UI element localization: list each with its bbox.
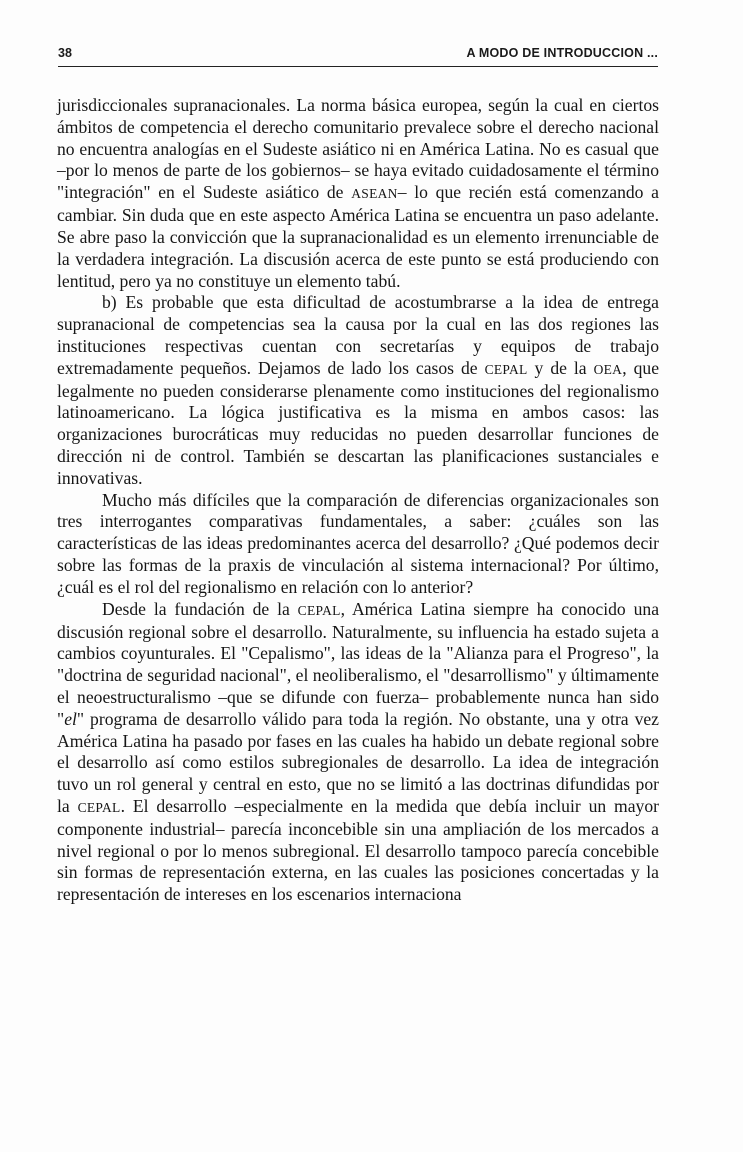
emphasis: el — [64, 708, 77, 729]
acronym: CEPAL — [77, 800, 121, 815]
acronym: CEPAL — [484, 361, 528, 377]
running-header-title: A MODO DE INTRODUCCION ... — [466, 46, 658, 60]
page-number: 38 — [58, 46, 72, 60]
acronym: CEPAL — [297, 602, 341, 618]
text-run: y de la — [527, 357, 594, 378]
text-run: . El desarrollo –especialmente en la medida que debía incluir un mayor componente industrial– parecía inconcebible sin una ampliación de los mercados a nivel regional o por lo menos subregional. El desarrollo tampoco parecía concebible sin formas de representación externa, en las cuales las posiciones concertadas y la representación de intereses en los escenarios internaciona — [57, 796, 659, 905]
text-run: Mucho más difíciles que la comparación de diferencias organizacionales son tres interrogantes comparativas fundamentales, a saber: ¿cuáles son las características de las ideas predominantes acerca del desarrollo? ¿Qué podemos decir sobre las formas de la praxis de vinculación al sistema internacional? Por último, ¿cuál es el rol del regionalismo en relación con lo anterior? — [57, 489, 659, 597]
text-run: b) Es probable que esta dificultad de acostumbrarse a la idea de entrega supranacional de competencias sea la causa por la cual en las dos regiones las instituciones respectivas cuentan con secretarías y equipos de trabajo extremadamente pequeños. Dejamos de lado los casos de — [57, 292, 659, 378]
body-text — [57, 95, 659, 906]
text-run: jurisdiccionales supranacionales. La norma básica europea, según la cual en ciertos ámbitos de competencia el derecho comunitario prevalece sobre el derecho nacional no encuentra analogías en el Sudeste asiático ni en América Latina. No es casual que –por lo menos de parte de los gobiernos– se haya evitado cuidadosamente el término "integración" en el Sudeste asiático de — [57, 95, 659, 203]
text-run: – lo que recién está comenzando a cambiar. Sin duda que en este aspecto América Latina se encuentra un paso adelante. Se abre paso la convicción que la supranacionalidad es un elemento irrenunciable de la verdadera integración. La discusión acerca de este punto se está produciendo con lentitud, pero ya no constituye un elemento tabú. — [57, 182, 659, 291]
acronym: ASEAN — [351, 186, 398, 202]
paragraph — [57, 292, 659, 489]
text-run: , América Latina siempre ha conocido una discusión regional sobre el desarrollo. Naturalmente, su influencia ha estado sujeta a cambios coyunturales. El "Cepalismo", las ideas de la "Alianza para el Progreso", la "doctrina de seguridad nacional", el neoliberalismo, el "desarrollismo" y últimamente el neoestructuralismo –que se difunde con fuerza– probablemente nunca han sido " — [57, 598, 659, 729]
text-run: " programa de desarrollo válido para toda la región. No obstante, una y otra vez América Latina ha pasado por fases en las cuales ha habido un debate regional sobre el desarrollo así como estilos subregionales de desarrollo. La idea de integración tuvo un rol general y central en esto, que no se limitó a las doctrinas difundidas por la — [57, 708, 659, 816]
paragraph — [57, 599, 659, 906]
text-run: Desde la fundación de la — [102, 598, 298, 619]
running-header — [58, 44, 658, 67]
acronym: OEA — [593, 361, 623, 377]
text-run: , que legalmente no pueden considerarse plenamente como instituciones del regionalismo latinoamericano. La lógica justificativa es la misma en ambos casos: las organizaciones burocráticas muy reducidas no pueden desarrollar funciones de dirección ni de control. También se descartan las planificaciones sustanciales e innovativas. — [57, 357, 660, 488]
paragraph — [57, 95, 659, 292]
paragraph — [57, 490, 659, 599]
